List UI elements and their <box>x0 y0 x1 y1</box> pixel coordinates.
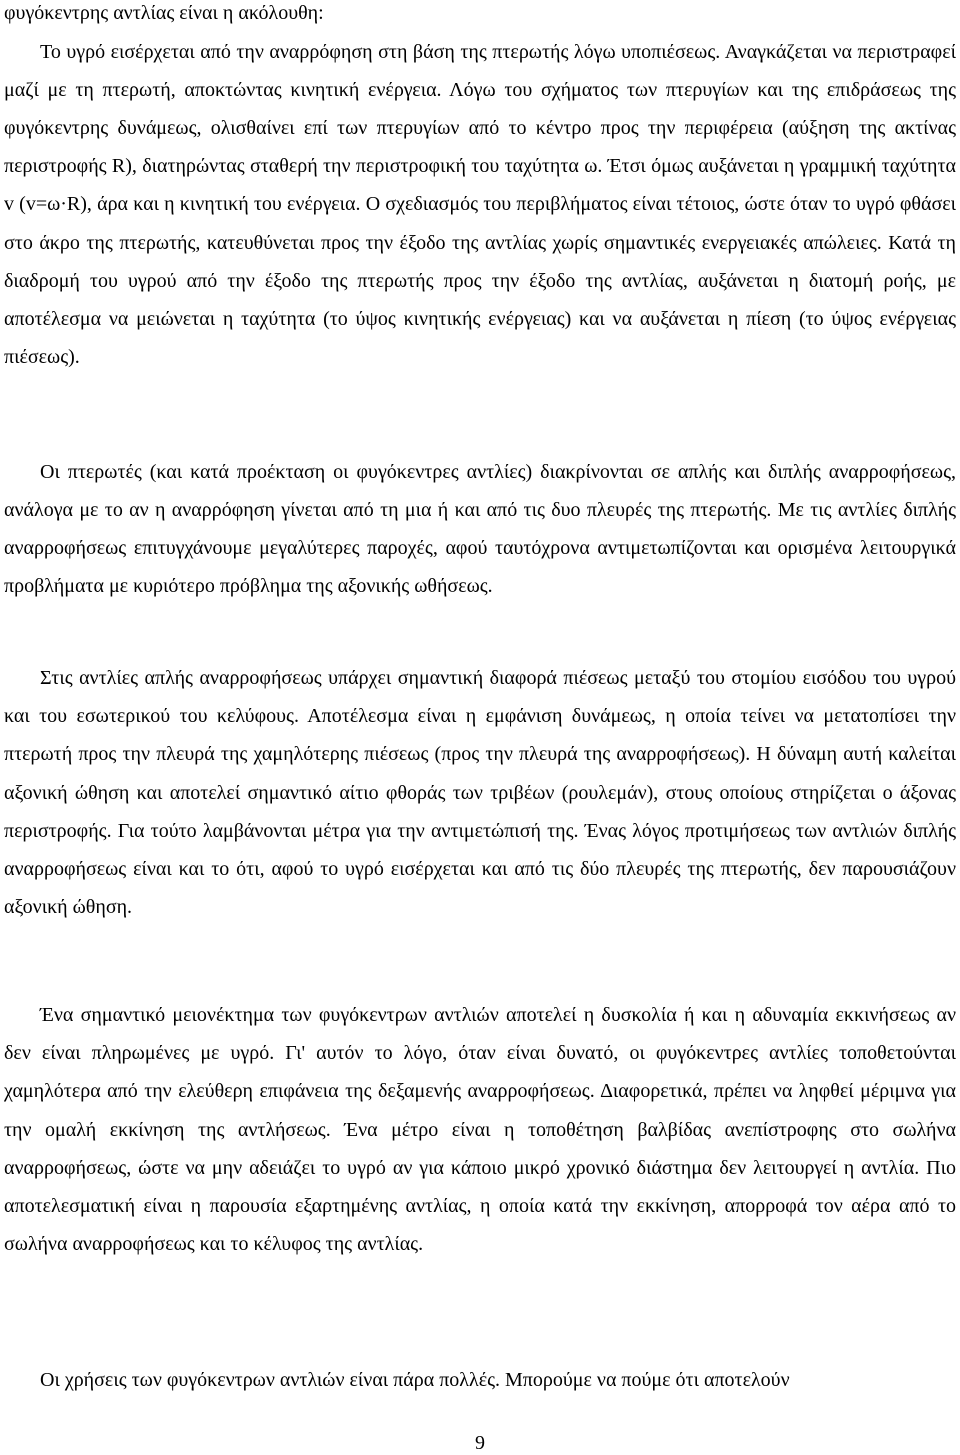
page-number: 9 <box>475 1432 485 1454</box>
paragraph-priming: Ένα σημαντικό μειονέκτημα των φυγόκεντρων αντλιών αποτελεί η δυσκολία ή και η αδυναμία εκκινήσεως αν δεν είναι πληρωμένες με υγρό. Γι' αυτόν το λόγο, όταν είναι δυνατό, οι φυγόκεντρες αντλίες τοποθετούνται χαμηλότερα από την ελεύθερη επιφάνεια της δεξαμενής αναρροφήσεως. Διαφορετικά, πρέπει να ληφθεί μέριμνα για την ομαλή εκκίνηση της αντλήσεως. Ένα μέτρο είναι η τοποθέτηση βαλβίδας ανεπίστροφης στο σωλήνα αναρροφήσεως, ώστε να μην αδειάζει το υγρό αν για κάποιο μικρό χρονικό διάστημα δεν λειτουργεί η αντλία. Πιο αποτελεσματική είναι η παρουσία εξαρτημένης αντλίας, η οποία κατά την εκκίνηση, απορροφά τον αέρα από το σωλήνα αναρροφήσεως και το κέλυφος της αντλίας. <box>4 1004 956 1256</box>
paragraph-suction-types: Οι πτερωτές (και κατά προέκταση οι φυγόκεντρες αντλίες) διακρίνονται σε απλής και διπλής αναρροφήσεως, ανάλογα με το αν η αναρρόφηση γίνεται από τη μια ή και από τις δυο πλευρές της πτερωτής. Με τις αντλίες διπλής αναρροφήσεως επιτυγχάνουμε μεγαλύτερες παροχές, αφού ταυτόχρονα αντιμετωπίζονται και ορισμένα λειτουργικά προβλήματα με κυριότερο πρόβλημα της αξονικής ωθήσεως. <box>4 460 956 598</box>
paragraph-impeller-operation: Το υγρό εισέρχεται από την αναρρόφηση στη βάση της πτερωτής λόγω υποπιέσεως. Αναγκάζεται να περιστραφεί μαζί με τη πτερωτή, αποκτώντας κινητική ενέργεια. Λόγω του σχήματος των πτερυγίων και της επιδράσεως της φυγόκεντρης δυνάμεως, ολισθαίνει επί των πτερυγίων από το κέντρο προς την περιφέρεια (αύξηση της ακτίνας περιστροφής R), διατηρώντας σταθερή την περιστροφική του ταχύτητα ω. Έτσι όμως αυξάνεται η γραμμική ταχύτητα v (v=ω·R), άρα και η κινητική του ενέργεια. Ο σχεδιασμός του περιβλήματος είναι τέτοιος, ώστε όταν το υγρό φθάσει στο άκρο της πτερωτής, κατευθύνεται προς την έξοδο της αντλίας χωρίς σημαντικές ενεργειακές απώλειες. Κατά τη διαδρομή του υγρού από την έξοδο της πτερωτής προς την έξοδο της αντλίας, αυξάνεται η διατομή ροής, με αποτέλεσμα να μειώνεται η ταχύτητα (το ύψος κινητικής ενέργειας) και να αυξάνεται η πίεση (το ύψος ενέργειας πιέσεως). <box>4 40 956 369</box>
paragraph-axial-thrust: Στις αντλίες απλής αναρροφήσεως υπάρχει σημαντική διαφορά πιέσεως μεταξύ του στομίου εισόδου του υγρού και του εσωτερικού του κελύφους. Αποτέλεσμα είναι η εμφάνιση δυνάμεως, η οποία τείνει να μετατοπίσει την πτερωτή προς την πλευρά της χαμηλότερης πιέσεως (προς την πλευρά της αναρροφήσεως). Η δύναμη αυτή καλείται αξονική ώθηση και αποτελεί σημαντικό αίτιο φθοράς των τριβέων (ρουλεμάν), στους οποίους στηρίζεται ο άξονας περιστροφής. Για τούτο λαμβάνονται μέτρα για την αντιμετώπισή της. Ένας λόγος προτιμήσεως των αντλιών διπλής αναρροφήσεως είναι και το ότι, αφού το υγρό εισέρχεται και από τις δύο πλευρές της πτερωτής, δεν παρουσιάζουν αξονική ώθηση. <box>4 667 956 919</box>
paragraph-uses: Οι χρήσεις των φυγόκεντρων αντλιών είναι πάρα πολλές. Μπορούμε να πούμε ότι αποτελούν <box>40 1369 790 1391</box>
intro-line: φυγόκεντρης αντλίας είναι η ακόλουθη: <box>4 2 324 24</box>
